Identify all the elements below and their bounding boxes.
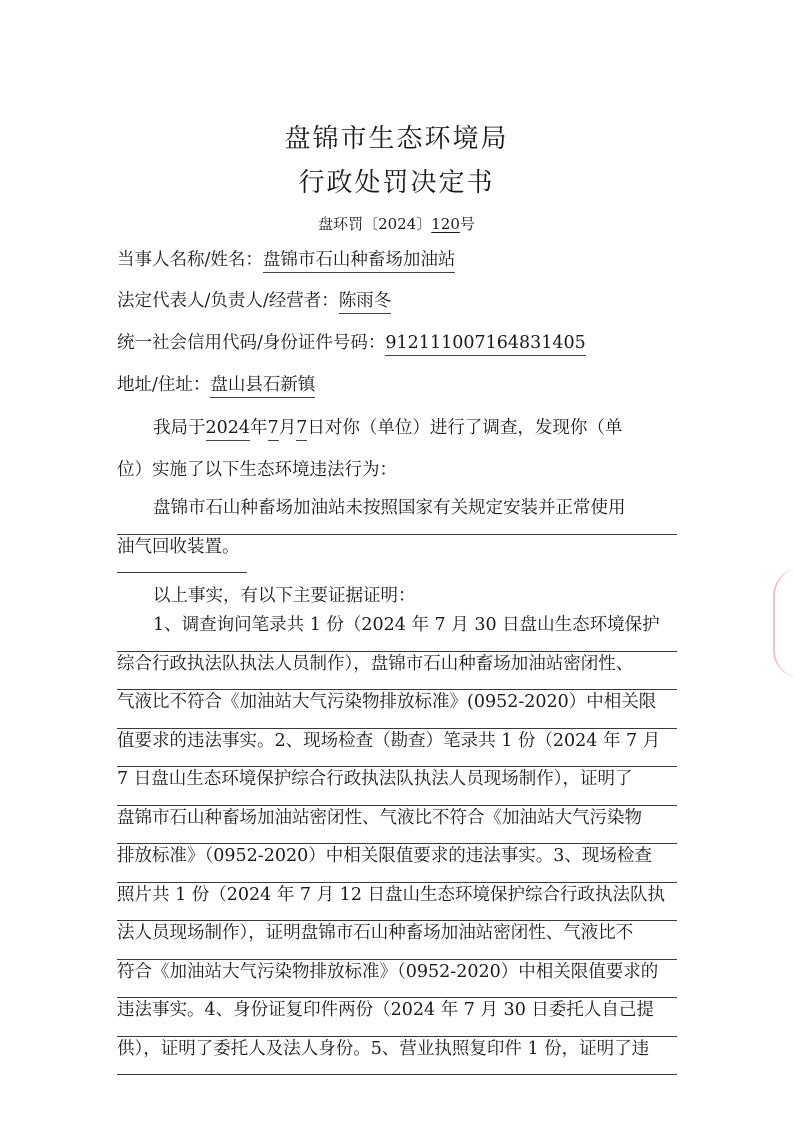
party-rep-label: 法定代表人/负责人/经营者： xyxy=(117,291,339,311)
intro-pre: 我局于 xyxy=(153,418,206,438)
party-code-label: 统一社会信用代码/身份证件号码： xyxy=(117,333,386,353)
doc-no-num: 120 xyxy=(431,215,460,233)
party-name-line xyxy=(117,248,455,272)
evidence-line: 值要求的违法事实。2、现场检查（勘查）笔录共 1 份（2024 年 7 月 xyxy=(117,729,677,768)
doc-no-suffix: 号 xyxy=(459,215,475,233)
org-title: 盘锦市生态环境局 xyxy=(284,124,509,154)
intro-year: 2024 xyxy=(206,418,251,441)
party-rep-line xyxy=(117,289,391,313)
intro-post: 日对你（单位）进行了调查，发现你（单 xyxy=(307,418,623,438)
document-number xyxy=(0,214,793,234)
evidence-heading: 以上事实，有以下主要证据证明： xyxy=(153,586,416,606)
evidence-paragraph xyxy=(117,613,677,1075)
violation-line: 盘锦市石山种畜场加油站未按照国家有关规定安装并正常使用 xyxy=(117,496,677,535)
intro-y: 年 xyxy=(250,418,268,438)
evidence-line: 气液比不符合《加油站大气污染物排放标准》(0952-2020）中相关限 xyxy=(117,690,677,729)
party-code-line xyxy=(117,331,586,355)
party-name-value: 盘锦市石山种畜场加油站 xyxy=(263,250,456,273)
evidence-line: 盘锦市石山种畜场加油站密闭性、气液比不符合《加油站大气污染物 xyxy=(117,806,677,845)
evidence-line: 综合行政执法队执法人员制作），盘锦市石山种畜场加油站密闭性、 xyxy=(117,652,677,691)
evidence-line: 符合《加油站大气污染物排放标准》（0952-2020）中相关限值要求的 xyxy=(117,960,677,999)
party-name-label: 当事人名称/姓名： xyxy=(117,250,263,270)
evidence-line: 照片共 1 份（2024 年 7 月 12 日盘山生态环境保护综合行政执法队执 xyxy=(117,883,677,922)
evidence-line: 违法事实。4、身份证复印件两份（2024 年 7 月 30 日委托人自己提 xyxy=(117,998,677,1037)
doc-type-title: 行政处罚决定书 xyxy=(298,168,495,198)
intro-line-2: 位）实施了以下生态环境违法行为： xyxy=(117,460,397,480)
party-addr-value: 盘山县石新镇 xyxy=(210,375,315,398)
intro-month: 7 xyxy=(268,418,279,441)
intro-m: 月 xyxy=(278,418,297,438)
intro-line-1 xyxy=(153,416,622,440)
seal-edge xyxy=(773,568,793,678)
evidence-line: 排放标准》（0952-2020）中相关限值要求的违法事实。3、现场检查 xyxy=(117,844,677,883)
evidence-line: 1、调查询问笔录共 1 份（2024 年 7 月 30 日盘山生态环境保护 xyxy=(117,613,677,652)
party-addr-line xyxy=(117,373,315,397)
evidence-line: 7 日盘山生态环境保护综合行政执法队执法人员现场制作），证明了 xyxy=(117,767,677,806)
evidence-line: 供），证明了委托人及法人身份。5、营业执照复印件 1 份，证明了违 xyxy=(117,1037,677,1076)
party-rep-value: 陈雨冬 xyxy=(339,291,392,314)
doc-no-prefix: 盘环罚〔2024〕 xyxy=(318,215,432,233)
party-code-value: 912111007164831405 xyxy=(385,333,585,356)
evidence-line: 法人员现场制作），证明盘锦市石山种畜场加油站密闭性、气液比不 xyxy=(117,921,677,960)
intro-day: 7 xyxy=(296,418,307,441)
party-addr-label: 地址/住址： xyxy=(117,375,211,395)
violation-paragraph xyxy=(117,496,677,573)
violation-line: 油气回收装置。 xyxy=(117,535,247,574)
